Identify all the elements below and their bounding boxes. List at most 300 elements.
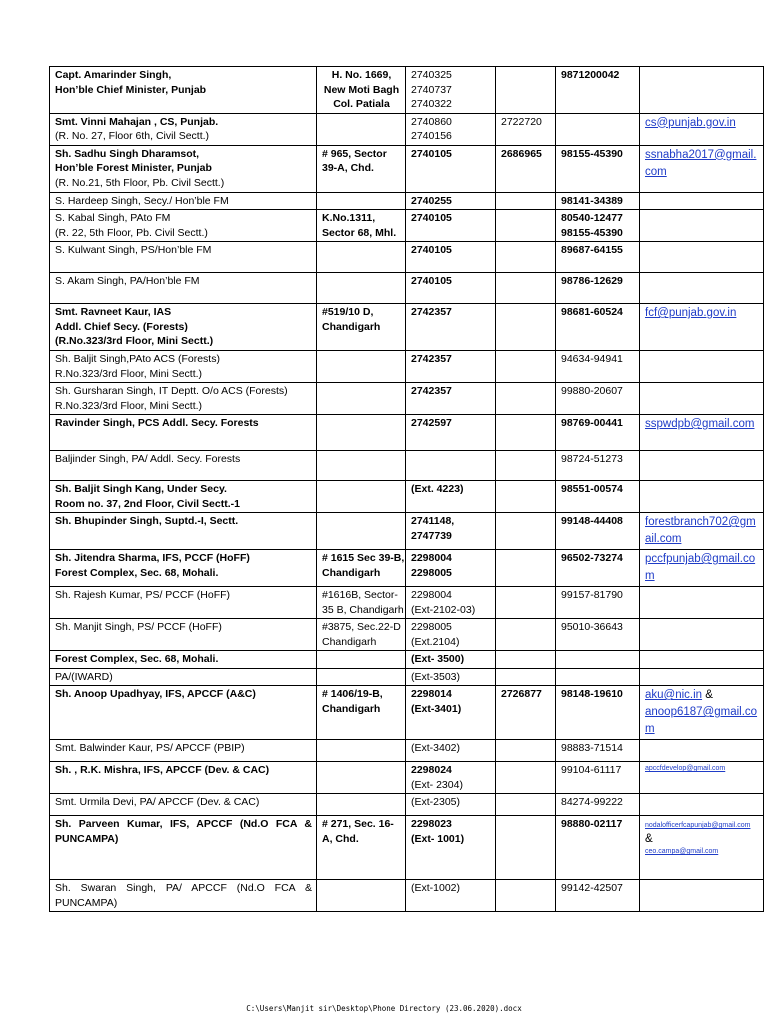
email-link[interactable]: anoop6187@gmail.com [645,706,758,735]
office-phone-cell [406,304,496,351]
directory-row [50,67,764,114]
name-cell [50,67,317,114]
name-cell-line: Sh. Baljit Singh Kang, Under Secy. [55,483,227,495]
email-cell [640,686,764,740]
directory-row [50,383,764,415]
name-cell [50,762,317,794]
mobile-cell [556,145,640,192]
name-cell-line: Addl. Chief Secy. (Forests) [55,320,188,333]
office-phone-cell-line: 2298005 [411,566,452,579]
office-phone-cell-line: 2298005 [411,621,452,633]
mobile-cell-line: 98880-02117 [561,818,623,830]
name-cell [50,686,317,740]
residence-phone-cell [496,273,556,304]
address-cell-line: H. No. 1669, [331,69,392,81]
email-cell [640,668,764,686]
name-cell-line: Room no. 37, 2nd Floor, Civil Sectt.-1 [55,497,240,510]
directory-row [50,113,764,145]
name-cell [50,351,317,383]
directory-row [50,273,764,304]
office-phone-cell-line: (Ext-3503) [411,670,461,683]
office-phone-cell [406,619,496,651]
office-phone-cell-line: 2298004 [411,589,452,601]
office-phone-cell-line: (Ext- 3500) [411,653,465,665]
residence-phone-cell [496,587,556,619]
directory-row [50,210,764,242]
mobile-cell [556,816,640,880]
directory-row [50,550,764,587]
name-cell-line: R.No.323/3rd Floor, Mini Sectt.) [55,367,203,380]
name-cell [50,740,317,762]
name-cell [50,481,317,513]
mobile-cell [556,513,640,550]
mobile-cell [556,451,640,481]
office-phone-cell-line: (Ext-2102-03) [411,603,476,616]
address-cell [317,880,406,912]
address-cell-line: #1616B, Sector- [322,589,398,601]
email-cell [640,351,764,383]
name-cell [50,550,317,587]
office-phone-cell [406,550,496,587]
office-phone-cell [406,451,496,481]
email-link[interactable]: nodalofficerfcapunjab@gmail.com [645,822,751,829]
address-cell-line: Chandigarh [322,702,381,715]
name-cell [50,668,317,686]
mobile-cell-line: 84274-99222 [561,796,623,808]
directory-row [50,794,764,816]
email-cell [640,242,764,273]
address-cell-line: Chandigarh [322,635,377,648]
office-phone-cell [406,210,496,242]
office-phone-cell-line: 2298023 [411,818,452,830]
residence-phone-cell [496,145,556,192]
address-cell [317,210,406,242]
address-cell-line: 35 B, Chandigarh [322,603,404,616]
residence-phone-cell [496,668,556,686]
office-phone-cell-line: 2740105 [411,275,452,287]
office-phone-cell-line: 2742597 [411,417,452,429]
office-phone-cell-line: (Ext-3402) [411,742,461,754]
name-cell [50,513,317,550]
directory-row [50,651,764,669]
mobile-cell [556,587,640,619]
name-cell-line: S. Kabal Singh, PAto FM [55,212,171,224]
address-cell [317,686,406,740]
office-phone-cell [406,668,496,686]
mobile-cell [556,794,640,816]
mobile-cell-line: 99148-44408 [561,515,623,527]
address-cell-line: Sector 68, Mhl. [322,226,397,239]
address-cell [317,668,406,686]
mobile-cell-line: 89687-64155 [561,244,623,256]
name-cell-line: S. Hardeep Singh, Secy./ Hon’ble FM [55,194,229,207]
mobile-cell [556,651,640,669]
email-link[interactable]: forestbranch702@gmail.com [645,516,756,545]
address-cell [317,587,406,619]
mobile-cell [556,242,640,273]
address-cell-line: A, Chd. [322,832,359,845]
email-cell [640,762,764,794]
email-cell [640,113,764,145]
mobile-cell [556,210,640,242]
mobile-cell-line: 94634-94941 [561,353,623,365]
email-cell [640,451,764,481]
mobile-cell [556,304,640,351]
email-cell [640,550,764,587]
name-cell [50,880,317,912]
email-cell [640,740,764,762]
mobile-cell-line: 98155-45390 [561,147,623,160]
address-cell [317,273,406,304]
directory-row [50,145,764,192]
address-cell [317,351,406,383]
residence-phone-cell-line: 2722720 [501,115,542,128]
office-phone-cell [406,740,496,762]
directory-row [50,880,764,912]
email-link[interactable]: ssnabha2017@gmail.com [645,148,757,178]
address-cell [317,740,406,762]
name-cell-line: Forest Complex, Sec. 68, Mohali. [55,566,219,579]
residence-phone-cell-line: 2726877 [501,688,542,700]
office-phone-cell-line: 2742357 [411,385,452,397]
office-phone-cell-line: 2742357 [411,353,452,365]
email-cell [640,304,764,351]
office-phone-cell [406,513,496,550]
residence-phone-cell-line: 2686965 [501,147,542,160]
name-cell-line: (R. No. 27, Floor 6th, Civil Sectt.) [55,130,210,142]
residence-phone-cell [496,740,556,762]
name-cell-line: Sh. Bhupinder Singh, Suptd.-I, Sectt. [55,515,239,527]
name-cell-line: Sh. Manjit Singh, PS/ PCCF (HoFF) [55,621,222,633]
office-phone-cell-line: (Ext- 2304) [411,778,463,791]
email-link[interactable]: pccfpunjab@gmail.com [645,553,756,582]
mobile-cell-line: 98724-51273 [561,453,623,465]
mobile-cell [556,668,640,686]
email-cell [640,481,764,513]
name-cell-line: Baljinder Singh, PA/ Addl. Secy. Forests [55,453,241,465]
mobile-cell-line: 99104-61117 [561,764,622,776]
name-cell-line: Sh. Anoop Upadhyay, IFS, APCCF (A&C) [55,688,256,700]
address-cell-line: # 271, Sec. 16- [322,818,394,830]
residence-phone-cell [496,794,556,816]
office-phone-cell-line: (Ext.2104) [411,635,460,648]
mobile-cell-line: 98883-71514 [561,742,623,754]
email-cell [640,587,764,619]
address-cell [317,513,406,550]
residence-phone-cell [496,67,556,114]
name-cell-line: (R. 22, 5th Floor, Pb. Civil Sectt.) [55,226,208,239]
residence-phone-cell [496,351,556,383]
mobile-cell [556,113,640,145]
address-cell [317,67,406,114]
office-phone-cell-line: (Ext- 1001) [411,832,465,845]
address-cell [317,762,406,794]
address-cell [317,651,406,669]
office-phone-cell [406,67,496,114]
office-phone-cell [406,816,496,880]
name-cell-line: Sh. Swaran Singh, PA/ APCCF (Nd.O FCA & PUNCAMPA) [55,882,312,909]
address-cell [317,242,406,273]
directory-body [50,67,764,912]
email-link[interactable]: ceo.campa@gmail.com [645,848,719,855]
residence-phone-cell [496,686,556,740]
name-cell-line: Sh. Parveen Kumar, IFS, APCCF (Nd.O FCA & PUNCAMPA) [55,818,312,845]
name-cell-line: (R.No.323/3rd Floor, Mini Sectt.) [55,335,214,347]
address-cell [317,192,406,210]
address-cell [317,816,406,880]
directory-row [50,686,764,740]
address-cell [317,451,406,481]
address-cell-line: New Moti Bagh [323,83,400,96]
residence-phone-cell [496,880,556,912]
name-cell [50,192,317,210]
address-cell [317,550,406,587]
address-cell [317,145,406,192]
directory-row [50,192,764,210]
name-cell [50,383,317,415]
name-cell [50,451,317,481]
office-phone-cell-line: 2740105 [411,212,452,224]
office-phone-cell-line: 2740860 [411,115,452,128]
residence-phone-cell [496,192,556,210]
mobile-cell [556,383,640,415]
name-cell-line: Sh. Gursharan Singh, IT Deptt. O/o ACS (Forests) [55,385,288,397]
office-phone-cell [406,794,496,816]
address-cell-line: 39-A, Chd. [322,162,374,174]
office-phone-cell-line: 2740105 [411,147,452,160]
office-phone-cell [406,415,496,451]
office-phone-cell-line: (Ext-2305) [411,796,461,808]
name-cell-line: Hon’ble Chief Minister, Punjab [55,83,207,96]
residence-phone-cell [496,415,556,451]
address-cell [317,304,406,351]
residence-phone-cell [496,383,556,415]
name-cell-line: R.No.323/3rd Floor, Mini Sectt.) [55,399,203,412]
mobile-cell [556,351,640,383]
name-cell [50,587,317,619]
office-phone-cell [406,145,496,192]
address-cell-line: Chandigarh [322,566,381,579]
office-phone-cell-line: 2740255 [411,194,452,207]
name-cell-line: Forest Complex, Sec. 68, Mohali. [55,653,219,665]
email-cell [640,651,764,669]
name-cell [50,816,317,880]
email-cell [640,210,764,242]
name-cell [50,210,317,242]
address-cell-line: #3875, Sec.22-D [322,621,401,633]
mobile-cell [556,686,640,740]
address-cell [317,481,406,513]
office-phone-cell-line: 2741148, [411,515,455,527]
email-cell [640,67,764,114]
mobile-cell-line: 99880-20607 [561,385,623,397]
email-separator: & [702,689,713,701]
name-cell-line: S. Akam Singh, PA/Hon’ble FM [55,275,200,287]
directory-row [50,619,764,651]
mobile-cell-line: 9871200042 [561,69,620,81]
email-cell [640,273,764,304]
directory-row [50,816,764,880]
address-cell [317,794,406,816]
mobile-cell-line: 96502-73274 [561,552,623,564]
address-cell [317,113,406,145]
email-separator: & [645,832,653,845]
name-cell [50,273,317,304]
office-phone-cell-line: 2740105 [411,244,452,256]
office-phone-cell-line: 2298014 [411,688,452,700]
email-link[interactable]: aku@nic.in [645,689,703,701]
office-phone-cell-line: 2298024 [411,764,452,776]
name-cell [50,794,317,816]
residence-phone-cell [496,513,556,550]
email-cell [640,880,764,912]
mobile-cell [556,415,640,451]
email-link[interactable]: apccfdevelop@gmail.com [645,765,726,772]
address-cell-line: Col. Patiala [333,98,390,110]
name-cell [50,651,317,669]
address-cell-line: # 1406/19-B, [322,688,383,700]
name-cell-line: Hon’ble Forest Minister, Punjab [55,162,212,174]
office-phone-cell [406,651,496,669]
office-phone-cell [406,762,496,794]
address-cell-line: K.No.1311, [322,212,376,224]
email-cell [640,513,764,550]
residence-phone-cell [496,816,556,880]
office-phone-cell-line: (Ext. 4223) [411,483,464,495]
email-link[interactable]: fcf@punjab.gov.in [645,307,737,319]
office-phone-cell-line: 2740325 [411,69,452,81]
name-cell-line: S. Kulwant Singh, PS/Hon’ble FM [55,244,212,256]
office-phone-cell-line: 2747739 [411,529,452,542]
email-cell [640,415,764,451]
office-phone-cell [406,587,496,619]
mobile-cell-line: 95010-36643 [561,621,623,633]
office-phone-cell [406,880,496,912]
directory-row [50,481,764,513]
mobile-cell [556,192,640,210]
residence-phone-cell [496,113,556,145]
residence-phone-cell [496,451,556,481]
office-phone-cell-line: 2298004 [411,552,452,564]
mobile-cell-line: 98141-34389 [561,194,623,207]
office-phone-cell [406,192,496,210]
office-phone-cell [406,481,496,513]
email-cell [640,794,764,816]
name-cell-line: Sh. , R.K. Mishra, IFS, APCCF (Dev. & CAC) [55,764,270,776]
residence-phone-cell [496,550,556,587]
name-cell-line: Smt. Ravneet Kaur, IAS [55,306,172,318]
mobile-cell-line: 98681-60524 [561,306,623,318]
residence-phone-cell [496,651,556,669]
residence-phone-cell [496,210,556,242]
office-phone-cell-line: (Ext-1002) [411,882,461,894]
name-cell [50,619,317,651]
directory-row [50,740,764,762]
office-phone-cell [406,242,496,273]
residence-phone-cell [496,762,556,794]
office-phone-cell [406,273,496,304]
address-cell [317,415,406,451]
name-cell-line: Sh. Baljit Singh,PAto ACS (Forests) [55,353,220,365]
residence-phone-cell [496,619,556,651]
mobile-cell-line: 98551-00574 [561,483,623,495]
mobile-cell-line: 98786-12629 [561,275,623,287]
name-cell-line: Sh. Jitendra Sharma, IFS, PCCF (HoFF) [55,552,250,564]
name-cell-line: Ravinder Singh, PCS Addl. Secy. Forests [55,417,259,429]
name-cell-line: PA/(IWARD) [55,670,113,683]
email-cell [640,192,764,210]
mobile-cell-line: 98769-00441 [561,417,623,429]
name-cell [50,415,317,451]
name-cell-line: Smt. Urmila Devi, PA/ APCCF (Dev. & CAC) [55,796,260,808]
directory-row [50,304,764,351]
mobile-cell [556,762,640,794]
name-cell [50,304,317,351]
name-cell-line: Sh. Rajesh Kumar, PS/ PCCF (HoFF) [55,589,231,601]
office-phone-cell [406,113,496,145]
email-link[interactable]: cs@punjab.gov.in [645,116,736,129]
name-cell [50,145,317,192]
name-cell-line: Sh. Sadhu Singh Dharamsot, [55,147,200,160]
name-cell-line: Smt. Balwinder Kaur, PS/ APCCF (PBIP) [55,742,245,754]
directory-row [50,351,764,383]
directory-row [50,513,764,550]
mobile-cell [556,740,640,762]
directory-row [50,242,764,273]
office-phone-cell [406,351,496,383]
address-cell-line: #519/10 D, [322,306,374,318]
mobile-cell-line: 80540-12477 [561,212,623,224]
mobile-cell-line: 98148-19610 [561,688,623,700]
address-cell [317,383,406,415]
address-cell-line: # 965, Sector [322,147,387,160]
address-cell-line: Chandigarh [322,320,381,333]
mobile-cell-line: 98155-45390 [561,226,623,239]
mobile-cell-line: 99142-42507 [561,882,623,894]
email-link[interactable]: sspwdpb@gmail.com [645,418,755,430]
office-phone-cell-line: 2740156 [411,130,452,142]
email-cell [640,619,764,651]
office-phone-cell-line: 2740322 [411,98,452,110]
address-cell-line: # 1615 Sec 39-B, [322,552,405,564]
name-cell-line: Smt. Vinni Mahajan , CS, Punjab. [55,115,219,128]
office-phone-cell-line: 2742357 [411,306,452,318]
email-cell [640,145,764,192]
directory-row [50,415,764,451]
directory-row [50,587,764,619]
document-path-footer: C:\Users\Manjit sir\Desktop\Phone Directory (23.06.2020).docx [246,1004,522,1013]
directory-row [50,762,764,794]
residence-phone-cell [496,304,556,351]
residence-phone-cell [496,242,556,273]
mobile-cell-line: 99157-81790 [561,589,623,601]
name-cell [50,242,317,273]
mobile-cell [556,67,640,114]
mobile-cell [556,619,640,651]
email-cell [640,816,764,880]
phone-directory-table [49,66,764,912]
email-cell [640,383,764,415]
name-cell-line: (R. No.21, 5th Floor, Pb. Civil Sectt.) [55,176,225,189]
mobile-cell [556,273,640,304]
office-phone-cell-line: 2740737 [411,83,452,96]
office-phone-cell [406,383,496,415]
directory-row [50,668,764,686]
mobile-cell [556,550,640,587]
office-phone-cell [406,686,496,740]
name-cell [50,113,317,145]
office-phone-cell-line: (Ext-3401) [411,702,462,715]
